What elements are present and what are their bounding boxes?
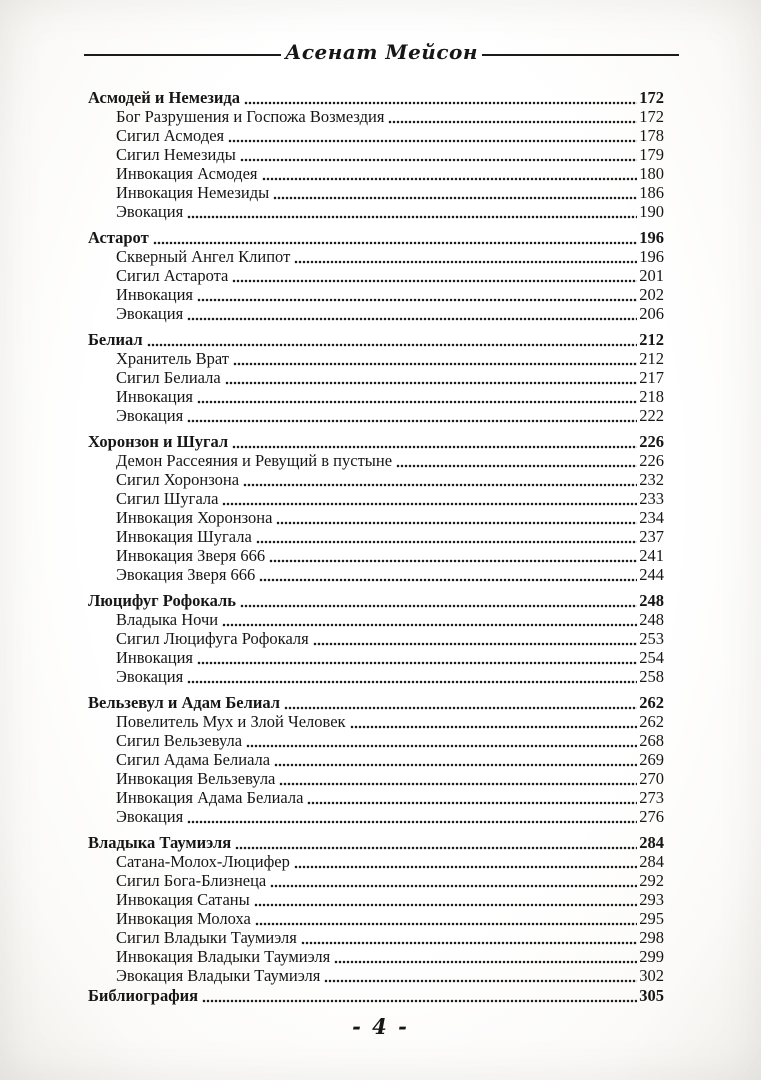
dot-leader [350, 725, 638, 729]
toc-entry-page: 262 [639, 693, 664, 712]
toc-section-row [88, 432, 664, 451]
toc-section [88, 986, 664, 1005]
toc-item-row [88, 890, 664, 909]
dot-leader [301, 941, 637, 945]
toc-entry-page: 196 [639, 247, 664, 266]
toc-section-row [88, 591, 664, 610]
dot-leader [187, 419, 637, 423]
toc-entry-page: 292 [639, 871, 664, 890]
toc-entry-title: Сигил Астарота [116, 266, 229, 285]
toc-entry-title: Астарот [88, 228, 149, 247]
toc-section [88, 591, 664, 686]
toc-entry-page: 226 [639, 451, 664, 470]
toc-item-row [88, 909, 664, 928]
toc-entry-title: Владыка Ночи [116, 610, 219, 629]
toc-entry-page: 270 [639, 769, 664, 788]
toc-entry-title: Вельзевул и Адам Белиал [88, 693, 280, 712]
toc-item-row [88, 202, 664, 221]
dot-leader [197, 661, 637, 665]
toc-entry-title: Инвокация Сатаны [116, 890, 250, 909]
toc-item-row [88, 285, 664, 304]
toc-entry-title: Владыка Таумиэля [88, 833, 232, 852]
toc-item-row [88, 546, 664, 565]
toc-item-row [88, 164, 664, 183]
toc-entry-page: 233 [639, 489, 664, 508]
toc-section [88, 432, 664, 584]
dot-leader [240, 158, 637, 162]
dot-leader [270, 884, 637, 888]
toc-entry-page: 178 [639, 126, 664, 145]
toc-entry-title: Инвокация Владыки Таумиэля [116, 947, 331, 966]
toc-section-items [88, 451, 664, 584]
toc-entry-page: 232 [639, 470, 664, 489]
dot-leader [262, 177, 638, 181]
toc-item-row [88, 788, 664, 807]
toc-item-row [88, 349, 664, 368]
toc-section [88, 833, 664, 985]
dot-leader [244, 101, 637, 105]
dot-leader [225, 381, 638, 385]
toc-entry-page: 293 [639, 890, 664, 909]
toc-entry-title: Люцифуг Рофокаль [88, 591, 237, 610]
toc-entry-page: 284 [639, 852, 664, 871]
dot-leader [147, 343, 638, 347]
toc-item-row [88, 304, 664, 323]
toc-entry-page: 276 [639, 807, 664, 826]
toc-entry-title: Бог Разрушения и Госпожа Возмездия [116, 107, 385, 126]
toc-entry-title: Повелитель Мух и Злой Человек [116, 712, 346, 731]
dot-leader [153, 241, 638, 245]
toc-entry-page: 196 [639, 228, 664, 247]
toc-entry-title: Сигил Вельзевула [116, 731, 243, 750]
toc-entry-page: 269 [639, 750, 664, 769]
toc-item-row [88, 750, 664, 769]
page-number: - 4 - [352, 1014, 409, 1039]
toc-item-row [88, 107, 664, 126]
toc-entry-page: 299 [639, 947, 664, 966]
dot-leader [284, 706, 637, 710]
toc-entry-page: 295 [639, 909, 664, 928]
toc-entry-title: Сигил Адама Белиала [116, 750, 271, 769]
toc-section-row [88, 986, 664, 1005]
toc-entry-page: 172 [639, 88, 664, 107]
toc-item-row [88, 126, 664, 145]
toc-entry-title: Эвокация [116, 667, 184, 686]
toc-item-row [88, 852, 664, 871]
toc-item-row [88, 629, 664, 648]
toc-section-row [88, 228, 664, 247]
toc-entry-title: Библиография [88, 986, 199, 1005]
toc-section-items [88, 712, 664, 826]
toc-entry-title: Инвокация [116, 648, 194, 667]
dot-leader [254, 903, 638, 907]
dot-leader [233, 362, 637, 366]
dot-leader [235, 846, 637, 850]
dot-leader [388, 120, 637, 124]
toc-entry-page: 284 [639, 833, 664, 852]
toc-entry-page: 254 [639, 648, 664, 667]
toc-entry-page: 248 [639, 591, 664, 610]
toc-entry-page: 222 [639, 406, 664, 425]
toc-entry-page: 201 [639, 266, 664, 285]
toc-section [88, 330, 664, 425]
dot-leader [269, 559, 637, 563]
toc-entry-page: 305 [639, 986, 664, 1005]
dot-leader [232, 279, 637, 283]
toc-entry-title: Демон Рассеяния и Ревущий в пустыне [116, 451, 393, 470]
toc-entry-title: Сигил Белиала [116, 368, 221, 387]
dot-leader [246, 744, 637, 748]
toc-entry-page: 212 [639, 330, 664, 349]
dot-leader [294, 260, 637, 264]
toc-entry-title: Эвокация Зверя 666 [116, 565, 256, 584]
toc-section-items [88, 349, 664, 425]
dot-leader [256, 540, 637, 544]
toc-entry-title: Эвокация [116, 202, 184, 221]
toc-entry-title: Эвокация [116, 406, 184, 425]
toc-entry-title: Сигил Асмодея [116, 126, 225, 145]
toc-entry-title: Сигил Немезиды [116, 145, 236, 164]
toc-item-row [88, 145, 664, 164]
toc-item-row [88, 966, 664, 985]
toc-entry-page: 241 [639, 546, 664, 565]
toc-section-row [88, 833, 664, 852]
dot-leader [197, 400, 637, 404]
toc-item-row [88, 387, 664, 406]
dot-leader [187, 680, 637, 684]
dot-leader [202, 999, 637, 1003]
toc-item-row [88, 451, 664, 470]
toc-entry-page: 186 [639, 183, 664, 202]
toc-item-row [88, 470, 664, 489]
toc-entry-page: 253 [639, 629, 664, 648]
toc-entry-page: 172 [639, 107, 664, 126]
toc-item-row [88, 807, 664, 826]
toc-section-items [88, 852, 664, 985]
toc-item-row [88, 368, 664, 387]
table-of-contents [88, 88, 664, 1005]
toc-entry-title: Скверный Ангел Клипот [116, 247, 291, 266]
toc-entry-page: 226 [639, 432, 664, 451]
author-running-head: Асенат Мейсон [285, 40, 478, 64]
toc-item-row [88, 183, 664, 202]
toc-entry-title: Асмодей и Немезида [88, 88, 241, 107]
toc-item-row [88, 712, 664, 731]
dot-leader [187, 317, 637, 321]
toc-entry-page: 244 [639, 565, 664, 584]
toc-entry-title: Эвокация Владыки Таумиэля [116, 966, 321, 985]
toc-section [88, 88, 664, 221]
toc-entry-title: Эвокация [116, 807, 184, 826]
toc-item-row [88, 489, 664, 508]
toc-item-row [88, 871, 664, 890]
toc-section [88, 228, 664, 323]
toc-entry-title: Хранитель Врат [116, 349, 229, 368]
toc-entry-title: Сигил Бога-Близнеца [116, 871, 267, 890]
toc-entry-page: 273 [639, 788, 664, 807]
toc-item-row [88, 406, 664, 425]
toc-section-row [88, 88, 664, 107]
toc-entry-page: 179 [639, 145, 664, 164]
toc-entry-page: 248 [639, 610, 664, 629]
toc-entry-title: Инвокация Вельзевула [116, 769, 276, 788]
dot-leader [255, 922, 637, 926]
toc-item-row [88, 947, 664, 966]
toc-item-row [88, 508, 664, 527]
toc-item-row [88, 247, 664, 266]
toc-entry-title: Инвокация Адама Белиала [116, 788, 304, 807]
toc-entry-title: Сигил Шугала [116, 489, 219, 508]
toc-item-row [88, 565, 664, 584]
toc-entry-page: 234 [639, 508, 664, 527]
dot-leader [222, 623, 637, 627]
toc-item-row [88, 648, 664, 667]
toc-section-row [88, 330, 664, 349]
toc-section-items [88, 107, 664, 221]
dot-leader [243, 483, 637, 487]
dot-leader [222, 502, 637, 506]
toc-entry-page: 206 [639, 304, 664, 323]
toc-item-row [88, 610, 664, 629]
toc-entry-title: Инвокация Хоронзона [116, 508, 273, 527]
dot-leader [187, 215, 637, 219]
dot-leader [324, 979, 637, 983]
toc-item-row [88, 667, 664, 686]
dot-leader [279, 782, 637, 786]
toc-section [88, 693, 664, 826]
toc-entry-page: 180 [639, 164, 664, 183]
toc-entry-page: 217 [639, 368, 664, 387]
toc-section-row [88, 693, 664, 712]
toc-entry-title: Инвокация [116, 285, 194, 304]
toc-item-row [88, 928, 664, 947]
toc-item-row [88, 731, 664, 750]
toc-entry-title: Инвокация Зверя 666 [116, 546, 266, 565]
header-rule-right [482, 54, 679, 56]
toc-entry-title: Сигил Хоронзона [116, 470, 240, 489]
dot-leader [294, 865, 637, 869]
toc-entry-title: Хоронзон и Шугал [88, 432, 229, 451]
dot-leader [273, 196, 637, 200]
toc-entry-page: 202 [639, 285, 664, 304]
dot-leader [274, 763, 637, 767]
toc-entry-title: Инвокация Немезиды [116, 183, 270, 202]
dot-leader [313, 642, 638, 646]
toc-entry-page: 302 [639, 966, 664, 985]
dot-leader [187, 820, 637, 824]
dot-leader [228, 139, 637, 143]
toc-entry-title: Сигил Люцифуга Рофокаля [116, 629, 309, 648]
dot-leader [240, 604, 637, 608]
dot-leader [197, 298, 637, 302]
dot-leader [276, 521, 637, 525]
toc-entry-page: 258 [639, 667, 664, 686]
toc-entry-title: Сатана-Молох-Люцифер [116, 852, 290, 871]
toc-entry-title: Сигил Владыки Таумиэля [116, 928, 297, 947]
toc-entry-title: Инвокация [116, 387, 194, 406]
toc-entry-page: 212 [639, 349, 664, 368]
header-rule-left [84, 54, 281, 56]
toc-entry-title: Инвокация Асмодея [116, 164, 258, 183]
toc-entry-title: Эвокация [116, 304, 184, 323]
dot-leader [307, 801, 637, 805]
toc-section-items [88, 610, 664, 686]
toc-entry-title: Инвокация Молоха [116, 909, 251, 928]
toc-section-items [88, 247, 664, 323]
toc-entry-title: Белиал [88, 330, 143, 349]
toc-entry-page: 237 [639, 527, 664, 546]
toc-entry-page: 298 [639, 928, 664, 947]
dot-leader [396, 464, 637, 468]
toc-entry-page: 268 [639, 731, 664, 750]
toc-item-row [88, 769, 664, 788]
toc-item-row [88, 266, 664, 285]
toc-item-row [88, 527, 664, 546]
page-header [84, 40, 679, 70]
toc-entry-page: 190 [639, 202, 664, 221]
dot-leader [259, 578, 637, 582]
toc-entry-page: 218 [639, 387, 664, 406]
toc-entry-page: 262 [639, 712, 664, 731]
dot-leader [232, 445, 637, 449]
dot-leader [334, 960, 637, 964]
toc-entry-title: Инвокация Шугала [116, 527, 252, 546]
